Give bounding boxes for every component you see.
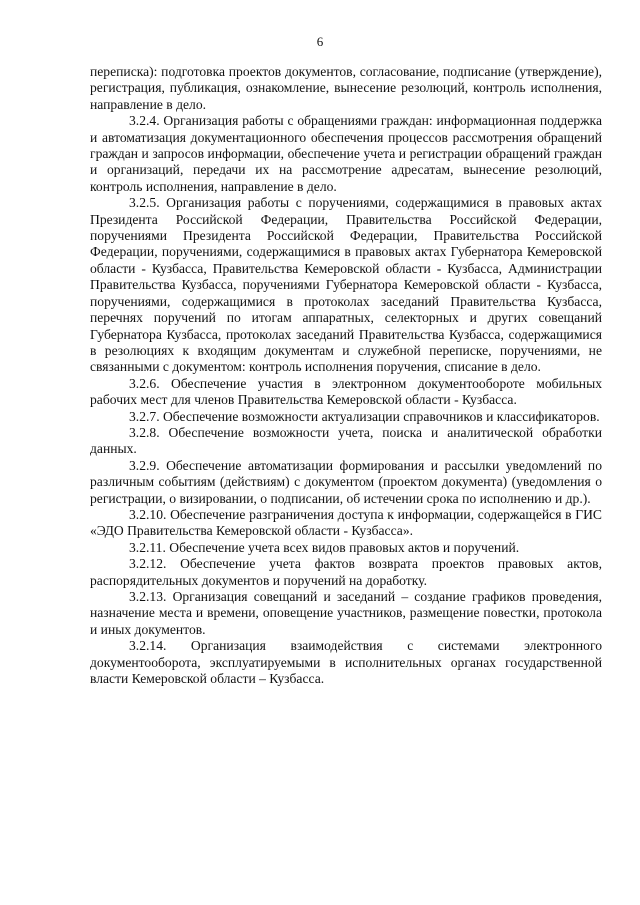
page-number: 6 xyxy=(316,34,324,49)
paragraph: 3.2.6. Обеспечение участия в электронном документообороте мобильных рабочих мест для членов Правительства Кемеровской области - Кузбасса. xyxy=(90,375,602,408)
paragraph: 3.2.13. Организация совещаний и заседаний – создание графиков проведения, назначение места и времени, оповещение участников, размещение повестки, протокола и иных документов. xyxy=(90,589,602,637)
paragraph: 3.2.12. Обеспечение учета фактов возврата проектов правовых актов, распорядительных документов и поручений на доработку. xyxy=(90,556,602,588)
paragraph: 3.2.10. Обеспечение разграничения доступа к информации, содержащейся в ГИС «ЭДО Правительства Кемеровской области - Кузбасса». xyxy=(90,506,602,539)
paragraph: переписка): подготовка проектов документов, согласование, подписание (утверждение), регистрация, публикация, ознакомление, вынесение резолюций, контроль исполнения, направление в дело. xyxy=(90,64,602,112)
document-body xyxy=(90,64,602,687)
paragraph: 3.2.14. Организация взаимодействия с системами электронного документооборота, эксплуатируемыми в исполнительных органах государственной власти Кемеровской области – Кузбасса. xyxy=(90,638,602,687)
paragraph: 3.2.11. Обеспечение учета всех видов правовых актов и поручений. xyxy=(129,539,520,555)
paragraph: 3.2.4. Организация работы с обращениями граждан: информационная поддержка и автоматизация документационного обеспечения процессов рассмотрения обращений граждан и запросов информации, обеспечение учета и регистрации обращений граждан и организаций, передачи их на рассмотрение адресатам, вынесение резолюций, контроль исполнения, направление в дело. xyxy=(90,113,602,194)
paragraph: 3.2.7. Обеспечение возможности актуализации справочников и классификаторов. xyxy=(129,408,600,424)
paragraph: 3.2.9. Обеспечение автоматизации формирования и рассылки уведомлений по различным событиям (действиям) с документом (проектом документа) (уведомления о регистрации, о визировании, о подписании, об истечении срока по исполнению и др.). xyxy=(90,457,602,506)
paragraph: 3.2.5. Организация работы с поручениями, содержащимися в правовых актах Президента Российской Федерации, Правительства Российской Федерации, поручениями Президента Российской Федерации, Правительства Российской Федерации, поручениями, содержащимися в правовых актах Губернатора Кемеровской области - Кузбасса, Правительства Кемеровской области - Кузбасса, Администрации Правительства Кузбасса, поручениями Губернатора Кемеровской области - Кузбасса, поручениями, содержащимися в протоколах заседаний Правительства Кузбасса, перечнях поручений по итогам аппаратных, селекторных и других совещаний Губернатора Кузбасса, протоколах заседаний Правительства Кузбасса, содержащимися в резолюциях к входящим документам и служебной переписке, поручениями, не связанными с документом: контроль исполнения поручения, списание в дело. xyxy=(90,195,602,375)
paragraph: 3.2.8. Обеспечение возможности учета, поиска и аналитической обработки данных. xyxy=(90,424,602,457)
